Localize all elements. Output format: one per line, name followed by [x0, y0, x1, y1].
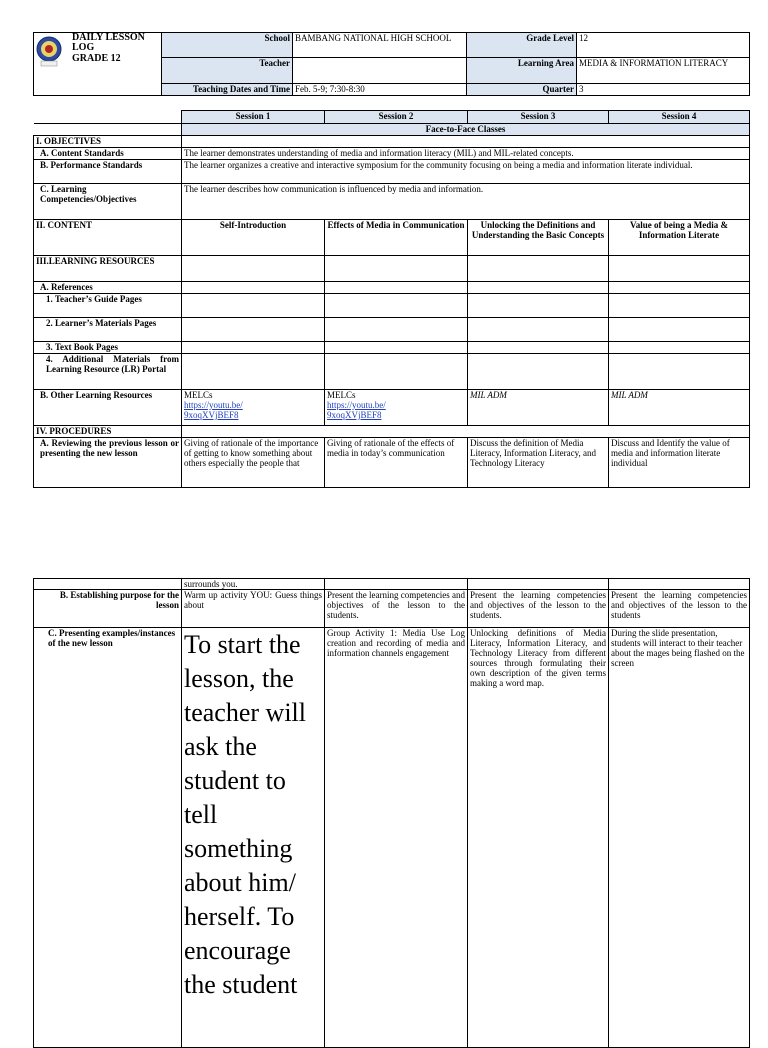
lesson-table [33, 110, 750, 488]
performance-standards-text: The learner organizes a creative and interactive symposium for the community focusing on being a media and information literate individual. [182, 160, 750, 184]
session-1-header: Session 1 [182, 111, 325, 124]
other-resources-s1 [182, 390, 325, 426]
youtube-link-s2-a[interactable]: https://youtu.be/ [327, 400, 386, 410]
dll-title-line2: LOG [72, 42, 95, 53]
youtube-link-s1-a[interactable]: https://youtu.be/ [184, 400, 243, 410]
learners-materials-label: 2. Learner’s Materials Pages [34, 318, 182, 342]
teacher-value [293, 58, 467, 84]
presenting-s4: During the slide presentation, students will interact to their teacher about the mages being flashed on the screen [609, 628, 750, 1048]
melc-label-s2: MELCs [327, 390, 356, 400]
establishing-s3: Present the learning competencies and objectives of the lesson to the students. [468, 590, 609, 628]
reviewing-lesson-label: A. Reviewing the previous lesson or presenting the new lesson [34, 438, 182, 488]
learning-competencies-label: C. Learning Competencies/Objectives [34, 184, 182, 220]
session-3-header: Session 3 [468, 111, 609, 124]
reviewing-s3: Discuss the definition of Media Literacy, Information Literacy, and Technology Literacy [468, 438, 609, 488]
establishing-s2: Present the learning competencies and objectives of the lesson to the students. [325, 590, 468, 628]
youtube-link-s2-b[interactable]: 9xoqXVjBEF8 [327, 410, 382, 420]
content-standards-text: The learner demonstrates understanding of media and information literacy (MIL) and MIL-related concepts. [182, 148, 750, 160]
blank-corner [34, 111, 182, 124]
teachers-guide-label: 1. Teacher’s Guide Pages [34, 294, 182, 318]
grade-value: 12 [577, 33, 750, 58]
content-session-1: Self-Introduction [182, 220, 325, 256]
youtube-link-s1-b[interactable]: 9xoqXVjBEF8 [184, 410, 239, 420]
presenting-s2: Group Activity 1: Media Use Log creation and recording of media and information channels engagement [325, 628, 468, 1048]
objectives-heading: I. OBJECTIVES [34, 136, 182, 148]
establishing-s1: Warm up activity YOU: Guess things about [182, 590, 325, 628]
objectives-blank [182, 136, 750, 148]
establishing-s4: Present the learning competencies and objectives of the lesson to the students [609, 590, 750, 628]
continued-s1: surrounds you. [182, 579, 325, 590]
area-value: MEDIA & INFORMATION LITERACY [577, 58, 750, 84]
area-label: Learning Area [467, 58, 577, 84]
reviewing-s4: Discuss and Identify the value of media and information literate individual [609, 438, 750, 488]
header-table [33, 32, 750, 96]
presenting-examples-label: C. Presenting examples/instances of the new lesson [34, 628, 182, 1048]
content-session-4: Value of being a Media & Information Literate [609, 220, 750, 256]
session-4-header: Session 4 [609, 111, 750, 124]
establishing-purpose-label: B. Establishing purpose for the lesson [34, 590, 182, 628]
quarter-value: 3 [577, 84, 750, 96]
presenting-s1: To start the lesson, the teacher will ask the student to tell something about him/ herself. To encourage the student [182, 628, 325, 1048]
dates-value: Feb. 5-9; 7:30-8:30 [293, 84, 467, 96]
additional-materials-label: 4. Additional Materials from Learning Resource (LR) Portal [34, 354, 182, 390]
other-resources-s2 [325, 390, 468, 426]
dll-title-line3: GRADE 12 [72, 53, 121, 64]
teacher-label: Teacher [162, 58, 293, 84]
references-label: A. References [34, 282, 182, 294]
content-heading: II. CONTENT [34, 220, 182, 256]
lesson-table-continued [33, 578, 750, 1048]
learning-resources-heading: III.LEARNING RESOURCES [34, 256, 182, 282]
dates-label: Teaching Dates and Time [162, 84, 293, 96]
school-label: School [162, 33, 293, 58]
procedures-heading: IV. PROCEDURES [34, 426, 182, 438]
school-value: BAMBANG NATIONAL HIGH SCHOOL [293, 33, 467, 58]
other-resources-s3: MIL ADM [468, 390, 609, 426]
dll-title-cell [34, 33, 162, 96]
textbook-pages-label: 3. Text Book Pages [34, 342, 182, 354]
face-to-face-label: Face-to-Face Classes [182, 124, 750, 136]
other-resources-label: B. Other Learning Resources [34, 390, 182, 426]
performance-standards-label: B. Performance Standards [34, 160, 182, 184]
reviewing-s1: Giving of rationale of the importance of getting to know something about others especially the people that [182, 438, 325, 488]
grade-label: Grade Level [467, 33, 577, 58]
other-resources-s4: MIL ADM [609, 390, 750, 426]
content-session-3: Unlocking the Definitions and Understanding the Basic Concepts [468, 220, 609, 256]
presenting-s3: Unlocking definitions of Media Literacy, Information Literacy, and Technology Literacy from different sources through formulating their own description of the given terms making a word map. [468, 628, 609, 1048]
reviewing-s2: Giving of rationale of the effects of media in today’s communication [325, 438, 468, 488]
melc-label-s1: MELCs [184, 390, 213, 400]
dll-title-line1: DAILY LESSON [72, 32, 145, 43]
content-session-2: Effects of Media in Communication [325, 220, 468, 256]
blank-corner-2 [34, 124, 182, 136]
quarter-label: Quarter [467, 84, 577, 96]
session-2-header: Session 2 [325, 111, 468, 124]
content-standards-label: A. Content Standards [34, 148, 182, 160]
learning-competencies-text: The learner describes how communication is influenced by media and information. [182, 184, 750, 220]
